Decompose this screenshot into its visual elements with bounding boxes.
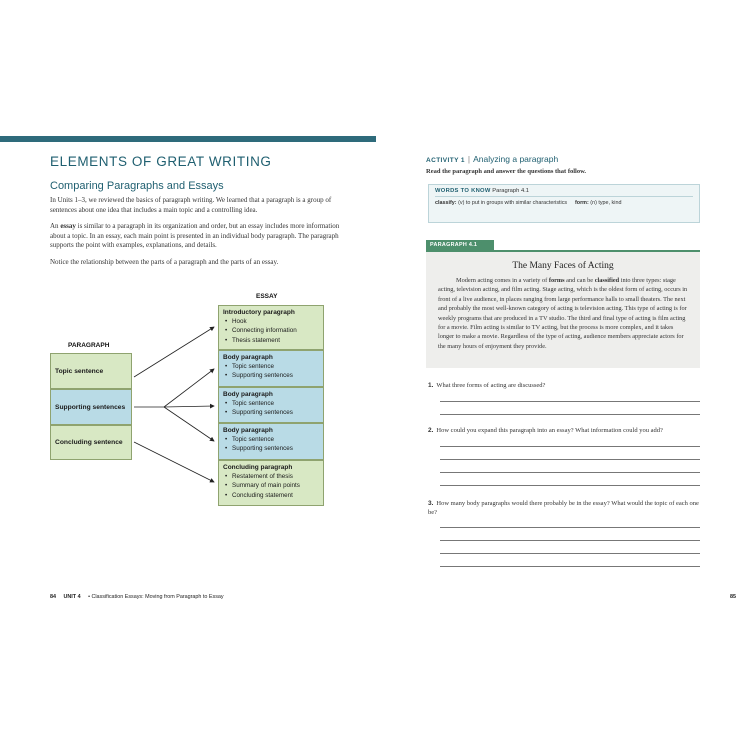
arrow-supporting-to-body-1 — [164, 369, 214, 407]
essay-box-item: • Supporting sentences — [223, 408, 319, 417]
essay-column-label: ESSAY — [256, 293, 278, 300]
arrow-concluding-to-conclusion — [134, 442, 214, 482]
chapter-title: ELEMENTS OF GREAT WRITING — [50, 154, 272, 169]
paragraph-box-supporting-sentences: Supporting sentences — [50, 389, 132, 425]
essay-box-body-1 — [218, 350, 324, 387]
activity-instructions: Read the paragraph and answer the questions that follow. — [426, 168, 587, 175]
answer-line[interactable] — [440, 553, 700, 554]
essay-box-item: • Supporting sentences — [223, 371, 319, 380]
question-3: 3. How many body paragraphs would there probably be in the essay? What would the topic of each one be? — [428, 500, 699, 516]
footer-bullet: • — [88, 594, 90, 600]
essay-box-item: • Connecting information — [223, 326, 319, 335]
essay-box-item: • Hook — [223, 317, 319, 326]
activity-title: Analyzing a paragraph — [473, 154, 559, 164]
essay-box-body-3 — [218, 423, 324, 460]
answer-line[interactable] — [440, 414, 700, 415]
essay-box-item: • Supporting sentences — [223, 444, 319, 453]
notice-paragraph: Notice the relationship between the parts of a paragraph and the parts of an essay. — [50, 258, 279, 266]
word-form: form: (n) type, kind — [575, 200, 622, 206]
page-number-left: 84 — [50, 594, 56, 600]
answer-line[interactable] — [440, 540, 700, 541]
arrow-topic-to-intro — [134, 327, 214, 377]
arrow-supporting-to-body-3 — [164, 407, 214, 441]
answer-line[interactable] — [440, 446, 700, 447]
essay-box-item: • Topic sentence — [223, 399, 319, 408]
paragraph-title: The Many Faces of Acting — [512, 261, 614, 271]
page-number-right: 85 — [730, 594, 736, 600]
paragraph-box-topic-sentence: Topic sentence — [50, 353, 132, 389]
answer-line[interactable] — [440, 527, 700, 528]
footer-left — [50, 594, 224, 600]
words-to-know-divider — [435, 196, 693, 197]
answer-line[interactable] — [440, 472, 700, 473]
arrow-supporting-to-body-2 — [164, 406, 214, 407]
words-to-know-list — [435, 200, 693, 207]
essay-box-heading: Concluding paragraph — [223, 464, 293, 471]
answer-line[interactable] — [440, 401, 700, 402]
essay-box-introductory — [218, 305, 324, 350]
paragraph-card — [426, 250, 700, 368]
section-title: Comparing Paragraphs and Essays — [50, 180, 224, 192]
essay-box-heading: Introductory paragraph — [223, 309, 295, 316]
answer-line[interactable] — [440, 459, 700, 460]
essay-term: essay — [60, 222, 76, 230]
essay-box-item: • Thesis statement — [223, 336, 319, 345]
essay-box-item: • Topic sentence — [223, 435, 319, 444]
essay-box-item: • Restatement of thesis — [223, 472, 319, 481]
question-2: 2. How could you expand this paragraph into an essay? What information could you add? — [428, 427, 663, 434]
words-to-know-box — [428, 184, 700, 223]
activity-header — [426, 154, 558, 164]
words-to-know-title: WORDS TO KNOW Paragraph 4.1 — [435, 188, 530, 194]
activity-separator: | — [467, 154, 471, 164]
essay-box-heading: Body paragraph — [223, 354, 273, 361]
header-color-bar — [0, 136, 376, 142]
answer-line[interactable] — [440, 485, 700, 486]
essay-box-heading: Body paragraph — [223, 391, 273, 398]
right-page — [376, 0, 750, 750]
essay-box-item: • Concluding statement — [223, 491, 319, 500]
answer-line[interactable] — [440, 566, 700, 567]
unit-label: UNIT 4 — [63, 594, 81, 600]
activity-label: ACTIVITY 1 — [426, 157, 465, 164]
word-classify: classify: (v) to put in groups with similar characteristics — [435, 200, 568, 206]
paragraph-tag: PARAGRAPH 4.1 — [426, 240, 494, 250]
unit-title: Classification Essays: Moving from Paragraph to Essay — [91, 594, 224, 600]
intro-paragraph: In Units 1–3, we reviewed the basics of paragraph writing. We learned that a paragraph is a group of sentences about one idea that includes a main topic and a controlling idea. — [50, 196, 332, 214]
essay-box-body-2 — [218, 387, 324, 423]
essay-box-concluding — [218, 460, 324, 506]
essay-box-item: • Summary of main points — [223, 481, 319, 490]
essay-definition-paragraph: An essay is similar to a paragraph in its organization and order, but an essay includes more information about a topic. In an essay, each main point is presented in an individual body paragraph. The paragraph supports the point with examples, explanations, and details. — [50, 222, 340, 250]
paragraph-body: Modern acting comes in a variety of forms and can be classified into three types: stage acting, television acting, and film acting. Stage acting, which is the oldest form of acting, occurs in front of a live audience, in places ranging from large performance halls to small theaters. The next and probably the most well-known category of acting is television acting. This type of acting is for weekly programs that are produced in a TV studio. The third and final type of acting is film acting for a movie. Film acting is similar to TV acting, but the process is more complex, and it takes longer to make a movie. Regardless of the type of acting, audience members appreciate actors for the many hours of enjoyment they provide. — [438, 277, 688, 350]
question-1: 1. What three forms of acting are discussed? — [428, 382, 546, 389]
paragraph-column-label: PARAGRAPH — [68, 342, 110, 349]
essay-box-item: • Topic sentence — [223, 362, 319, 371]
essay-box-heading: Body paragraph — [223, 427, 273, 434]
paragraph-box-concluding-sentence: Concluding sentence — [50, 425, 132, 460]
